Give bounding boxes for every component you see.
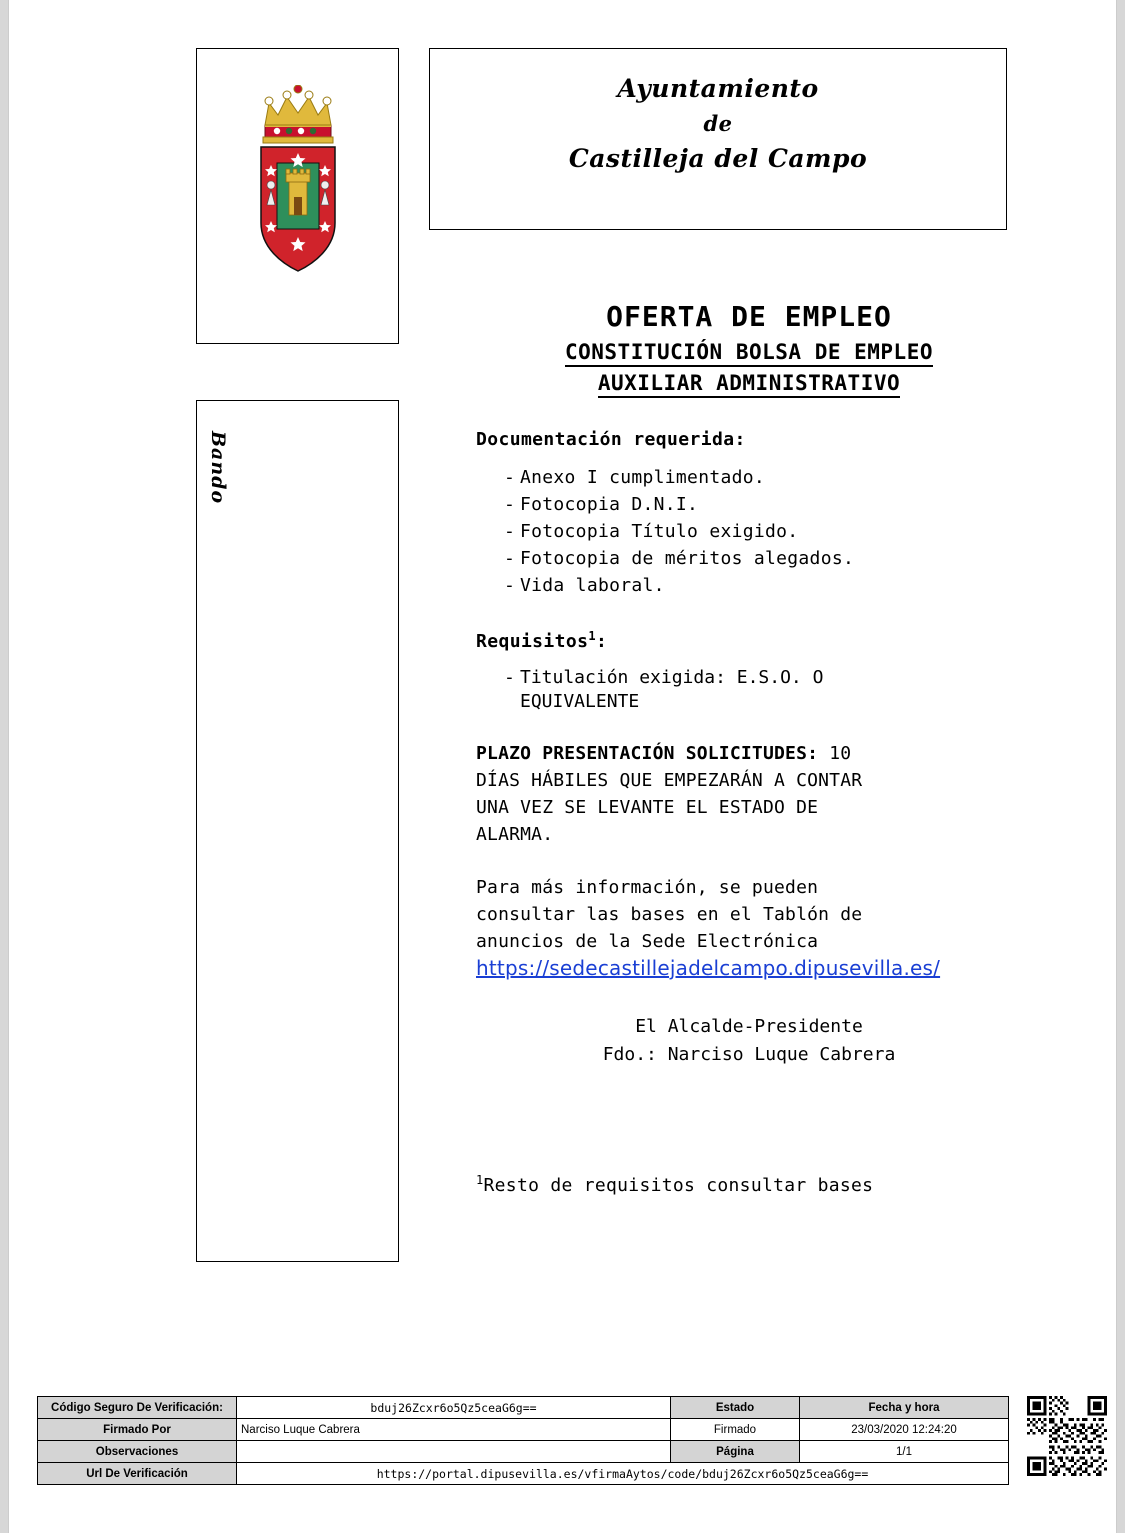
requirements-heading: [476, 629, 1034, 652]
csv-label: Código Seguro De Verificación:: [38, 1397, 237, 1419]
documentation-list: [464, 464, 1034, 599]
url-label: Url De Verificación: [38, 1463, 237, 1485]
org-line-1: Ayuntamiento: [617, 74, 819, 103]
list-item-label: Vida laboral.: [520, 575, 665, 596]
requirement-text-line-1: Titulación exigida: E.S.O. O: [520, 667, 824, 688]
bullet-dash: -: [504, 494, 516, 515]
signature-role: El Alcalde-Presidente: [635, 1016, 863, 1037]
list-item: [464, 545, 1034, 572]
coat-of-arms-icon: [243, 85, 353, 275]
deadline-line-4: ALARMA.: [476, 824, 554, 845]
crest-box: [196, 48, 399, 344]
subtitle-line-2: AUXILIAR ADMINISTRATIVO: [464, 368, 1034, 399]
deadline-line-2: DÍAS HÁBILES QUE EMPEZARÁN A CONTAR: [476, 770, 863, 791]
verification-table: [37, 1396, 1009, 1485]
deadline-label: PLAZO PRESENTACIÓN SOLICITUDES:: [476, 743, 819, 764]
list-item: [464, 464, 1034, 491]
signed-by-value: Narciso Luque Cabrera: [237, 1419, 671, 1441]
requirements-list-item: [464, 666, 1034, 714]
datetime-header: Fecha y hora: [800, 1397, 1009, 1419]
list-item: [464, 491, 1034, 518]
observations-label: Observaciones: [38, 1441, 237, 1463]
page-label: Página: [671, 1441, 800, 1463]
table-row: [38, 1463, 1009, 1485]
deadline-line-3: UNA VEZ SE LEVANTE EL ESTADO DE: [476, 797, 819, 818]
org-line-2: de: [703, 111, 733, 136]
deadline-days: 10: [829, 743, 852, 764]
organization-header-box: [429, 48, 1007, 230]
state-header: Estado: [671, 1397, 800, 1419]
info-paragraph: [476, 874, 1032, 983]
footnote-superscript: 1: [476, 1173, 484, 1187]
table-row: [38, 1441, 1009, 1463]
list-item-label: Fotocopia Título exigido.: [520, 521, 799, 542]
document-body: [464, 300, 1034, 1196]
list-item-label: Anexo I cumplimentado.: [520, 467, 766, 488]
document-page: [9, 0, 1116, 1533]
csv-value: bduj26Zcxr6o5Qz5ceaG6g==: [237, 1397, 671, 1419]
bullet-dash: -: [504, 467, 516, 488]
list-item: [464, 518, 1034, 545]
bullet-dash: -: [504, 667, 515, 688]
signature-block: [464, 1013, 1034, 1069]
bullet-dash: -: [504, 521, 516, 542]
side-margin-box: [196, 400, 399, 1262]
requirement-text-line-2: EQUIVALENTE: [520, 691, 640, 712]
list-item-label: Fotocopia D.N.I.: [520, 494, 699, 515]
list-item-label: Fotocopia de méritos alegados.: [520, 548, 855, 569]
datetime-value: 23/03/2020 12:24:20: [800, 1419, 1009, 1441]
state-value: Firmado: [671, 1419, 800, 1441]
requirements-heading-superscript: 1: [588, 629, 596, 643]
signed-by-label: Firmado Por: [38, 1419, 237, 1441]
page-title: OFERTA DE EMPLEO: [606, 300, 892, 333]
requirements-heading-colon: :: [596, 631, 608, 652]
page-value: 1/1: [800, 1441, 1009, 1463]
info-line-1: Para más información, se pueden: [476, 877, 819, 898]
documentation-heading: Documentación requerida:: [476, 429, 746, 450]
table-row: [38, 1397, 1009, 1419]
signature-name: Fdo.: Narciso Luque Cabrera: [602, 1044, 896, 1065]
requirement-text: [520, 666, 1034, 714]
table-row: [38, 1419, 1009, 1441]
org-line-3: Castilleja del Campo: [568, 144, 868, 173]
requirements-heading-text: Requisitos: [476, 631, 589, 652]
bullet-dash: -: [504, 575, 516, 596]
qr-code-icon: [1027, 1396, 1107, 1476]
info-line-2: consultar las bases en el Tablón de: [476, 904, 863, 925]
deadline-paragraph: [476, 740, 1032, 848]
subtitle-line-1: CONSTITUCIÓN BOLSA DE EMPLEO: [464, 337, 1034, 368]
url-value: https://portal.dipusevilla.es/vfirmaAytos/code/bduj26Zcxr6o5Qz5ceaG6g==: [237, 1463, 1009, 1485]
bullet-dash: -: [504, 548, 516, 569]
list-item: [464, 572, 1034, 599]
info-line-3: anuncios de la Sede Electrónica: [476, 931, 819, 952]
observations-value: [237, 1441, 671, 1463]
sede-electronica-link[interactable]: https://sedecastillejadelcampo.dipusevilla.es/: [476, 956, 941, 980]
side-label: Bando: [207, 431, 229, 505]
verification-footer: [37, 1396, 1107, 1492]
footnote: [476, 1173, 1034, 1196]
footnote-text: Resto de requisitos consultar bases: [483, 1175, 874, 1196]
